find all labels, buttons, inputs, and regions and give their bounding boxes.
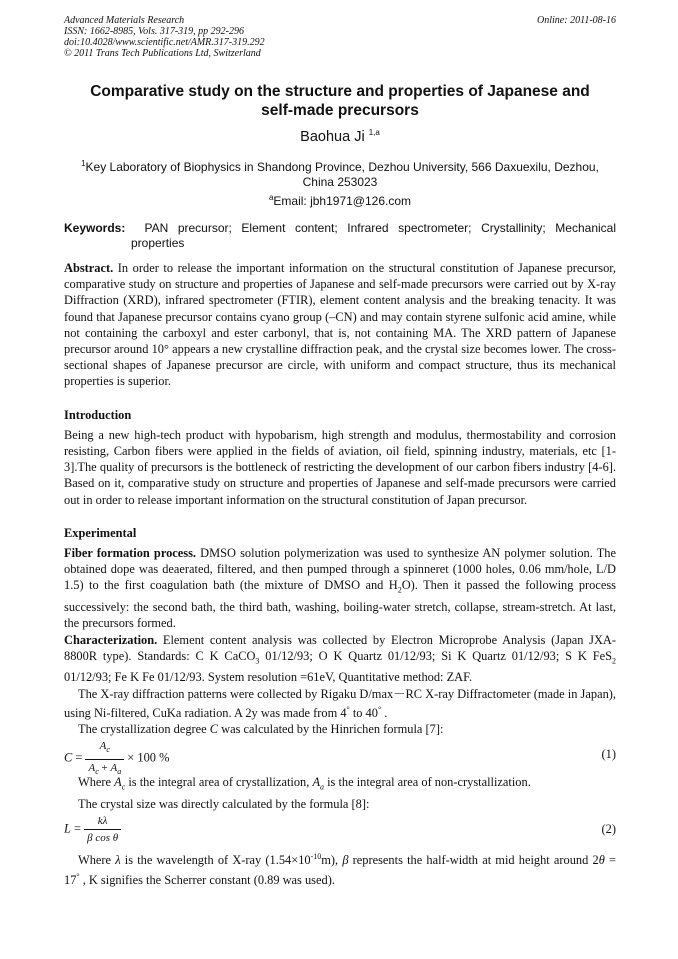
where2-degree: ° (76, 871, 80, 881)
eq2-numerator: kλ (84, 813, 121, 830)
char-subscript-2: 2 (612, 656, 616, 666)
xrd-text-c: . (381, 705, 388, 720)
eq2-denominator: β cos θ (87, 832, 119, 845)
abstract (64, 260, 616, 390)
where1-symbol-a: A (114, 775, 122, 790)
eq1-den-b: A (110, 761, 118, 774)
introduction-heading: Introduction (64, 407, 132, 422)
fiber-text-a: DMSO solution polymerization was used to synthesize AN polymer solution. The obtained dope was deaerated, filtered, and then pumped through a spinneret (1000 holes, 0.06 mm/hole, L/D 1.5) to the first coagulation bath (the mixture of DMSO and H (64, 546, 616, 593)
paper-body (64, 260, 616, 888)
equation-2 (64, 813, 616, 846)
eq1-den-b-sub: a (117, 766, 122, 776)
eq1-den-a-sub: c (95, 766, 99, 776)
where2-theta: θ (598, 853, 605, 868)
where2-text-a: Where (78, 853, 116, 868)
eq1-numerator-sub: c (106, 745, 110, 755)
cryst-symbol: C (209, 722, 219, 737)
xrd-degree-2: ° (377, 704, 382, 714)
where2-text-c: m), (321, 853, 343, 868)
char-text-a: Element content analysis was collected by Electron Microprobe Analysis (Japan JXA-8800R type). Standards: C K CaCO (64, 632, 616, 663)
affiliation (64, 156, 616, 190)
abstract-text: In order to release the important information on the structural constitution of Japanese precursor, comparative study on structure and properties of Japanese and self-made precursors were carried out by X-ray Diffraction (XRD), infrared spectrometer (FTIR), element content analysis and the breaking tenacity. It was found that Japanese precursor contains cyano group (–CN) and may contain styrene sulfonic acid amine, while not containing the carboxyl and ester carbonyl, that is, not containing MA. The XRD pattern of Japanese precursor around 10° appears a new crystalline diffraction peak, and the crystal size becomes lower. The cross-sectional shapes of Japanese precursor are circle, with uniform and compact structure, thus its mechanical properties is superior. (64, 261, 616, 389)
journal-name: Advanced Materials Research (64, 15, 185, 26)
email-address: Email: jbh1971@126.com (273, 194, 412, 208)
fiber-formation-paragraph (64, 545, 616, 631)
doi-line: doi:10.4028/www.scientific.net/AMR.317-319.292 (64, 37, 265, 48)
eq1-number: (1) (601, 747, 616, 762)
cryst-text-a: The crystallization degree (78, 722, 210, 737)
eq1-lhs: C (64, 751, 73, 766)
cryst-text-b: was calculated by the Hinrichen formula [7]: (218, 722, 444, 737)
where1-text-c: is the integral area of non-crystallization. (324, 775, 531, 790)
where2-text-e: = 17 (64, 853, 616, 887)
where2-text-d: represents the half-width at mid height around 2 (348, 853, 599, 868)
where2-beta: β (342, 853, 349, 868)
eq1-den-plus: + (98, 761, 111, 774)
introduction-text: Being a new high-tech product with hypobarism, high strength and modulus, thermostability and corrosion resisting, Carbon fibers were applied in the fields of aviation, oil field, spinning industry, materials, etc [1-3].The quality of precursors is the bottleneck of restricting the development of our carbon fibers industry [4-6]. Based on it, comparative study on structure and properties of Japanese and self-made precursors were carried out in order to release important information on the structural constitution of Japan precursor. (64, 427, 616, 507)
abstract-label: Abstract. (64, 261, 114, 275)
crystallization-paragraph (64, 721, 616, 737)
xrd-text-a: The X-ray diffraction patterns were collected by Rigaku D/max－RC X-ray Diffractometer (made in Japan), using Ni-filtered, CuKa radiation. A 2y was made from 4 (64, 686, 616, 720)
fiber-text-b: O). Then it passed the following process successively: the second bath, the third bath, washing, boiling-water stretch, collapse, stream-stretch. At last, the precursors formed. (64, 578, 616, 631)
where-1-paragraph (64, 774, 616, 796)
online-date: Online: 2011-08-16 (537, 15, 616, 26)
where1-sub-b: a (320, 782, 325, 792)
where2-lambda: λ (115, 853, 121, 868)
paper-title (64, 82, 616, 120)
where1-symbol-b: A (312, 775, 321, 790)
affiliation-line-2: China 253023 (302, 175, 378, 189)
author-name: Baohua Ji (300, 128, 365, 145)
where1-text-a: Where (78, 775, 115, 790)
where-2-paragraph (64, 849, 616, 888)
experimental-heading: Experimental (64, 525, 137, 540)
where1-text-b: is the integral area of crystallization, (125, 775, 313, 790)
crystal-size-paragraph: The crystal size was directly calculated by the formula [8]: (78, 797, 370, 812)
author-superscript: 1,a (368, 128, 380, 137)
eq1-fraction (85, 738, 124, 780)
author (64, 128, 616, 145)
where2-exponent: -10 (310, 852, 322, 862)
title-line-1: Comparative study on the structure and properties of Japanese and (90, 83, 590, 100)
where2-text-f: , K signifies the Scherrer constant (0.89 was used). (79, 872, 335, 887)
char-text-c: 01/12/93; Fe K Fe 01/12/93. System resolution =61eV, Quantitative method: ZAF. (64, 670, 473, 685)
characterization-label: Characterization. (64, 632, 158, 647)
keywords-text: PAN precursor; Element content; Infrared spectrometer; Crystallinity; Mechanical properties (131, 221, 616, 250)
title-line-2: self-made precursors (261, 102, 419, 119)
affiliation-superscript: 1 (81, 159, 86, 168)
eq1-den-a: A (88, 761, 96, 774)
keywords (64, 221, 616, 251)
eq1-numerator: A (99, 740, 107, 753)
char-text-b: 01/12/93; O K Quartz 01/12/93; Si K Quartz 01/12/93; S K FeS (259, 648, 612, 663)
xrd-degree-1: ° (346, 704, 350, 714)
issn-line: ISSN: 1662-8985, Vols. 317-319, pp 292-296 (64, 26, 244, 37)
eq1-rhs: × 100 % (124, 751, 170, 766)
fiber-formation-label: Fiber formation process. (64, 546, 197, 561)
copyright-line: © 2011 Trans Tech Publications Ltd, Switzerland (64, 48, 261, 59)
equation-1 (64, 738, 616, 776)
eq1-equals: = (72, 751, 86, 766)
characterization-paragraph (64, 632, 616, 686)
fiber-subscript: 2 (397, 585, 402, 595)
eq2-lhs: L (64, 821, 71, 836)
eq2-number: (2) (601, 822, 616, 837)
keywords-label: Keywords: (64, 221, 126, 235)
where2-text-b: is the wavelength of X-ray (1.54×10 (120, 853, 311, 868)
xrd-text-b: to 40 (349, 705, 378, 720)
affiliation-line-1: Key Laboratory of Biophysics in Shandong Province, Dezhou University, 566 Daxuexilu, Dezhou, (85, 160, 599, 174)
eq2-equals: = (70, 821, 85, 836)
where1-sub-a: c (121, 782, 126, 792)
email-line (64, 193, 616, 208)
eq2-fraction (84, 813, 121, 846)
journal-header (64, 15, 616, 59)
char-subscript-1: 3 (255, 656, 260, 666)
email-superscript: a (268, 193, 274, 202)
xrd-paragraph (64, 686, 616, 722)
